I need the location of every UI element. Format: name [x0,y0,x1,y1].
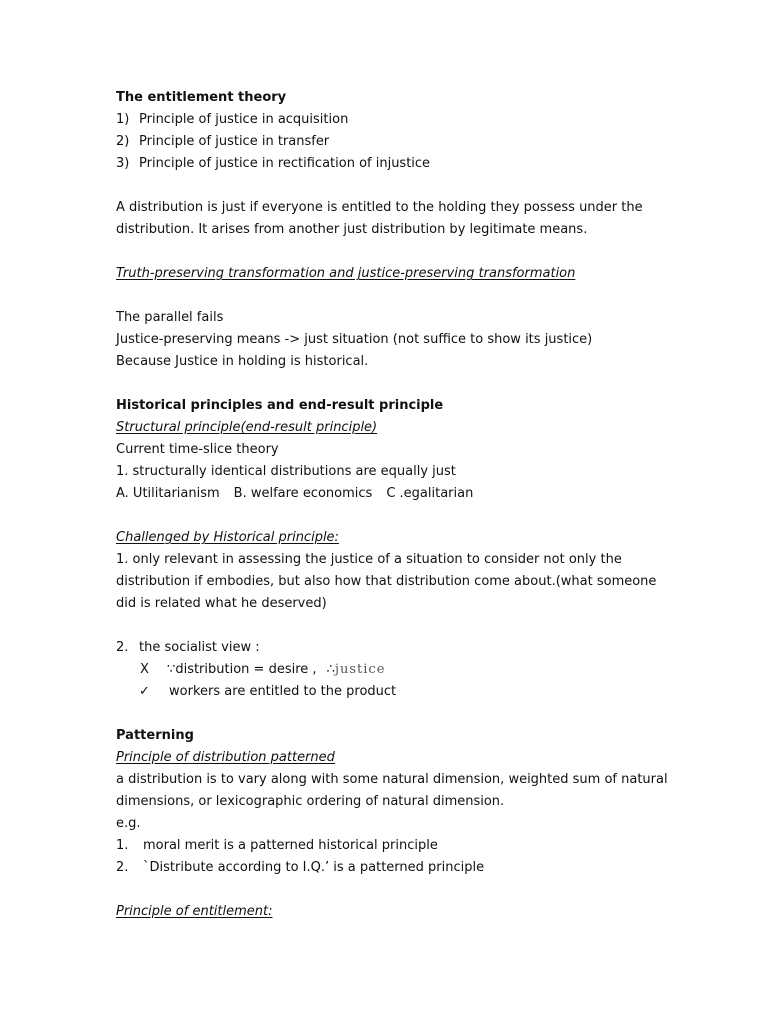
socialist-check-text: workers are entitled to the product [169,684,397,699]
heading-transformation: Truth-preserving transformation and justice-preserving transformation [116,266,576,281]
paragraph-line: e.g. [116,816,141,831]
paragraph-line: a distribution is to vary along with some natural dimension, weighted sum of natural [116,772,668,787]
paragraph-line: Current time-slice theory [116,442,279,457]
principle-number: 3) [116,156,130,171]
paragraph-line: The parallel fails [116,310,224,325]
paragraph-line: dimensions, or lexicographic ordering of natural dimension. [116,794,505,809]
heading-entitlement-theory: The entitlement theory [116,90,287,105]
paragraph-line: Because Justice in holding is historical. [116,354,369,369]
socialist-text: the socialist view : [139,640,260,655]
example-welfare-economics: B. welfare economics [233,486,373,501]
socialist-item [116,639,260,657]
because-symbol: ∵ [167,662,176,677]
paragraph-line: 1. only relevant in assessing the justice of a situation to consider not only the [116,552,622,567]
socialist-check-line [139,683,396,701]
heading-patterned: Principle of distribution patterned [116,750,335,765]
paragraph-line: Justice-preserving means -> just situation (not suffice to show its justice) [116,332,593,347]
patterned-example [116,837,438,855]
heading-historical-principles: Historical principles and end-result principle [116,398,444,413]
principle-number: 1) [116,112,130,127]
principle-item [116,133,329,151]
heading-challenged: Challenged by Historical principle: [116,530,339,545]
heading-patterning: Patterning [116,728,194,743]
paragraph-line: did is related what he deserved) [116,596,327,611]
example-text: moral merit is a patterned historical principle [143,838,438,853]
heading-structural-principle: Structural principle(end-result principle) [116,420,378,435]
example-text: `Distribute according to I.Q.’ is a patterned principle [143,860,485,875]
principle-number: 2) [116,134,130,149]
heading-principle-of-entitlement: Principle of entitlement: [116,904,273,919]
socialist-number: 2. [116,640,129,655]
paragraph-line: 1. structurally identical distributions are equally just [116,464,456,479]
example-egalitarian: C .egalitarian [386,486,474,501]
paragraph-line: distribution. It arises from another just distribution by legitimate means. [116,222,588,237]
example-number: 2. [116,860,129,875]
examples-line [116,485,473,503]
check-mark-icon: ✓ [139,684,150,699]
principle-text: Principle of justice in acquisition [139,112,349,127]
justice-word: justice [334,662,386,677]
x-mark: X [140,662,149,677]
paragraph-line: A distribution is just if everyone is entitled to the holding they possess under the [116,200,643,215]
patterned-example [116,859,484,877]
principle-item [116,155,430,173]
example-utilitarianism: A. Utilitarianism [116,486,220,501]
principle-text: Principle of justice in transfer [139,134,330,149]
therefore-symbol: ∴ [326,662,335,677]
example-number: 1. [116,838,129,853]
paragraph-line: distribution if embodies, but also how that distribution come about.(what someone [116,574,657,589]
socialist-x-text: distribution = desire , [175,662,317,677]
socialist-x-line [140,661,385,679]
principle-item [116,111,348,129]
principle-text: Principle of justice in rectification of injustice [139,156,431,171]
